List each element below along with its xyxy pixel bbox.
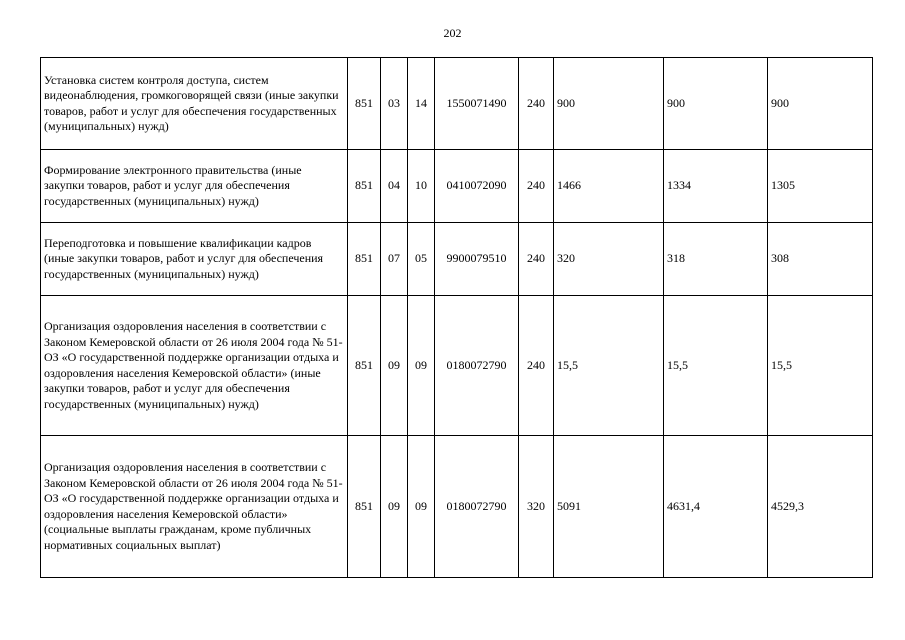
expense-type-code: 240: [519, 150, 554, 223]
subsection-code: 05: [408, 223, 435, 296]
amount-year-1: 900: [554, 58, 664, 150]
subsection-code: 09: [408, 436, 435, 578]
section-code: 03: [381, 58, 408, 150]
amount-year-3: 900: [768, 58, 873, 150]
amount-year-3: 308: [768, 223, 873, 296]
ministry-code: 851: [348, 296, 381, 436]
section-code: 04: [381, 150, 408, 223]
target-article-code: 0180072790: [435, 296, 519, 436]
amount-year-3: 15,5: [768, 296, 873, 436]
row-description: Переподготовка и повышение квалификации кадров (иные закупки товаров, работ и услуг для обеспечения государственных (муниципальных) нужд): [41, 223, 348, 296]
ministry-code: 851: [348, 150, 381, 223]
ministry-code: 851: [348, 436, 381, 578]
ministry-code: 851: [348, 58, 381, 150]
section-code: 07: [381, 223, 408, 296]
table-row: [41, 296, 873, 436]
amount-year-2: 1334: [664, 150, 768, 223]
target-article-code: 1550071490: [435, 58, 519, 150]
subsection-code: 14: [408, 58, 435, 150]
row-description: Организация оздоровления населения в соответствии с Законом Кемеровской области от 26 июля 2004 года № 51-ОЗ «О государственной поддержке организации отдыха и оздоровления населения Кемеровской области» (социальные выплаты гражданам, кроме публичных нормативных социальных выплат): [41, 436, 348, 578]
amount-year-1: 5091: [554, 436, 664, 578]
expense-type-code: 240: [519, 58, 554, 150]
subsection-code: 09: [408, 296, 435, 436]
table-row: [41, 150, 873, 223]
amount-year-1: 15,5: [554, 296, 664, 436]
subsection-code: 10: [408, 150, 435, 223]
amount-year-3: 1305: [768, 150, 873, 223]
target-article-code: 9900079510: [435, 223, 519, 296]
ministry-code: 851: [348, 223, 381, 296]
amount-year-2: 4631,4: [664, 436, 768, 578]
expense-type-code: 320: [519, 436, 554, 578]
section-code: 09: [381, 296, 408, 436]
target-article-code: 0180072790: [435, 436, 519, 578]
amount-year-2: 318: [664, 223, 768, 296]
amount-year-1: 320: [554, 223, 664, 296]
expense-type-code: 240: [519, 223, 554, 296]
amount-year-2: 900: [664, 58, 768, 150]
expense-type-code: 240: [519, 296, 554, 436]
row-description: Организация оздоровления населения в соответствии с Законом Кемеровской области от 26 июля 2004 года № 51-ОЗ «О государственной поддержке организации отдыха и оздоровления населения Кемеровской области» (иные закупки товаров, работ и услуг для обеспечения государственных (муниципальных) нужд): [41, 296, 348, 436]
row-description: Формирование электронного правительства (иные закупки товаров, работ и услуг для обеспечения государственных (муниципальных) нужд): [41, 150, 348, 223]
table-row: [41, 58, 873, 150]
table-row: [41, 223, 873, 296]
row-description: Установка систем контроля доступа, систем видеонаблюдения, громкоговорящей связи (иные закупки товаров, работ и услуг для обеспечения государственных (муниципальных) нужд): [41, 58, 348, 150]
budget-table: [40, 57, 873, 578]
amount-year-1: 1466: [554, 150, 664, 223]
amount-year-3: 4529,3: [768, 436, 873, 578]
target-article-code: 0410072090: [435, 150, 519, 223]
section-code: 09: [381, 436, 408, 578]
table-row: [41, 436, 873, 578]
page-number: 202: [443, 26, 462, 40]
amount-year-2: 15,5: [664, 296, 768, 436]
